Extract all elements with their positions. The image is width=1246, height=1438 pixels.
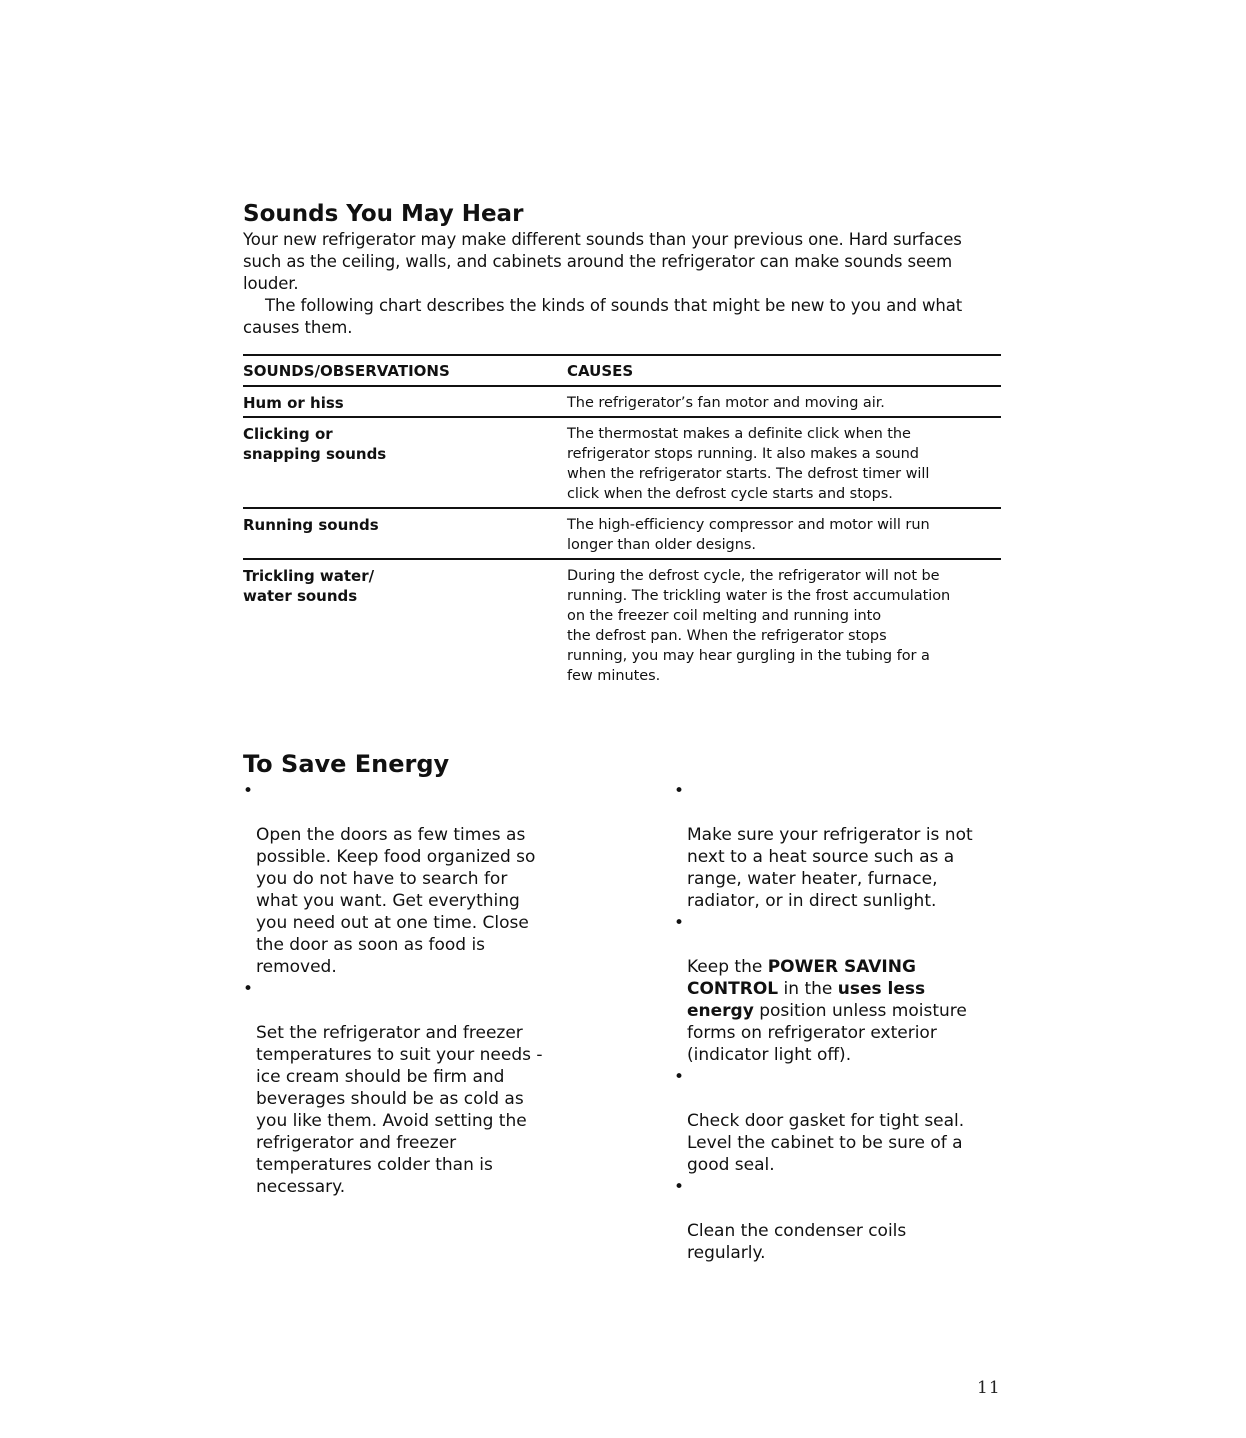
observation-cell: Clicking or snapping sounds (243, 417, 567, 508)
table-row (243, 508, 1001, 559)
energy-tip-text: Clean the condenser coils regularly. (687, 1221, 907, 1263)
sounds-table (243, 354, 1001, 689)
bullet-icon: • (243, 781, 254, 801)
energy-tip-text: Set the refrigerator and freezer temperatures to suit your needs - ice cream should be firm and beverages should be as cold as you like them. Avoid setting the refrigerator and freezer temperatures colder than is necessary. (256, 1023, 543, 1197)
sounds-title: Sounds You May Hear (243, 201, 524, 227)
save-energy-title: To Save Energy (243, 750, 450, 778)
list-item (674, 780, 1004, 912)
power-saving-control-label: POWER SAVING CONTROL (687, 957, 916, 999)
energy-tip-text: Check door gasket for tight seal. Level the cabinet to be sure of a good seal. (687, 1111, 965, 1175)
page-number: 11 (977, 1378, 1001, 1398)
bullet-icon: • (674, 1067, 685, 1087)
cause-cell: The refrigerator’s fan motor and moving air. (567, 386, 1001, 417)
table-header-row (243, 355, 1001, 386)
save-energy-section (243, 748, 1003, 1263)
bullet-icon: • (243, 979, 254, 999)
energy-tip-text-part: position unless moisture forms on refrigerator exterior (indicator light off). (687, 1001, 967, 1065)
list-item (674, 912, 1004, 1066)
sounds-section (243, 199, 1003, 684)
observation-cell: Trickling water/ water sounds (243, 567, 375, 605)
header-sounds-observations: SOUNDS/OBSERVATIONS (243, 355, 567, 386)
energy-tips-list-left (243, 780, 573, 1198)
list-item (674, 1176, 1004, 1264)
energy-tips-right-column (674, 780, 1004, 1264)
energy-tip-text-part: Keep the (687, 957, 768, 977)
energy-tips-list-right (674, 780, 1004, 1264)
bullet-icon: • (674, 1177, 685, 1197)
table-row (243, 386, 1001, 417)
header-causes: CAUSES (567, 355, 1001, 386)
bullet-icon: • (674, 781, 685, 801)
observation-cell: Running sounds (243, 508, 567, 559)
energy-tips-left-column (243, 780, 573, 1198)
energy-tip-text: Make sure your refrigerator is not next to a heat source such as a range, water heater, furnace, radiator, or in direct sunlight. (687, 825, 973, 911)
observation-cell: Hum or hiss (243, 386, 567, 417)
uses-less-energy-label: uses less energy (687, 979, 926, 1021)
sounds-intro-paragraph-1: Your new refrigerator may make different sounds than your previous one. Hard surfaces such as the ceiling, walls, and cabinets around the refrigerator can make sounds seem louder. (243, 230, 962, 293)
cause-cell: The high-efficiency compressor and motor will run longer than older designs. (567, 508, 1001, 559)
list-item (243, 780, 573, 978)
table-row (243, 417, 1001, 508)
list-item (674, 1066, 1004, 1176)
sounds-intro-paragraph-2: The following chart describes the kinds of sounds that might be new to you and what causes them. (243, 296, 963, 337)
energy-tip-text-part: in the (778, 979, 838, 999)
cause-cell: During the defrost cycle, the refrigerator will not be running. The trickling water is the frost accumulation on the freezer coil melting and running into the defrost pan. When the refrigerator stops running, you may hear gurgling in the tubing for a few minutes. (567, 568, 951, 684)
list-item (243, 978, 573, 1198)
bullet-icon: • (674, 913, 685, 933)
energy-tip-text: Open the doors as few times as possible. Keep food organized so you do not have to search for what you want. Get everything you need out at one time. Close the door as soon as food is removed. (256, 825, 536, 977)
cause-cell: The thermostat makes a definite click when the refrigerator stops running. It also makes a sound when the refrigerator starts. The defrost timer will click when the defrost cycle starts and stops. (567, 417, 1001, 508)
table-row (243, 559, 1001, 689)
